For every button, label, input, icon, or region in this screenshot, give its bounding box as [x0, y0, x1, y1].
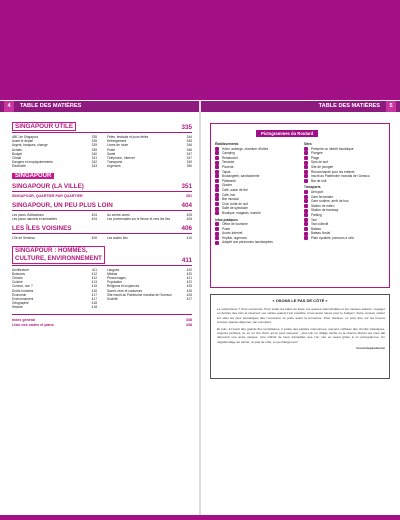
pictogram-icon	[215, 197, 219, 201]
legend-list-etab	[215, 147, 298, 216]
toc-entry-label: Population	[107, 280, 123, 285]
legend-list-transports	[304, 190, 387, 241]
toc-entry-label: Au centre-ouest	[107, 213, 130, 218]
toc-entry-label: Achats	[12, 147, 22, 152]
toc-entry-page: 415	[91, 284, 97, 289]
legend-label: Accès Internet	[222, 231, 243, 236]
toc-entry-page: 335	[91, 139, 97, 144]
loin-right-col	[107, 213, 192, 221]
toc-entry-label: Transports	[107, 160, 123, 165]
toc-entry-label: Boissons	[12, 271, 25, 276]
toc-entry[interactable]	[12, 164, 97, 168]
pictogram-icon	[304, 151, 308, 155]
legend-label: Hôtel, auberge, chambre d’hôtes	[222, 146, 269, 151]
pictogram-icon	[304, 204, 308, 208]
pictogram-icon	[215, 161, 219, 165]
section-title	[12, 246, 105, 264]
bottom-background	[0, 515, 400, 520]
toc-entry[interactable]	[107, 164, 192, 168]
legend-label: Café, bar	[222, 192, 236, 197]
toc-entry-label: Les autres îles	[107, 236, 128, 241]
table-of-contents	[12, 118, 192, 327]
toc-entry-page: 426	[186, 292, 192, 297]
index-label: Liste des cartes et plans	[12, 322, 54, 327]
legend-label: Gare ferroviaire	[311, 194, 334, 199]
toc-entry-page: 417	[91, 292, 97, 297]
osons-paragraph-1: Le surtourisme ? Tous concernés. Pour éviter les bains de foule, les queues interminables et les musées saturés, voyagez en dehors des pics et réservez vos visites quand c’est possible. C’est aussi mieux pour le budget ! Autre conseil, visitez les sites les plus touristiques dès l’ouverture ou juste avant la fermeture. Pour d’autres, ce pour être sur les heures creuses (pause-déjeuner, par exemple).	[217, 307, 385, 325]
legend-col-right	[304, 140, 387, 245]
legend-label: Site de plongée	[311, 164, 334, 169]
legend-label: Station de tramway	[311, 208, 339, 213]
toc-entry-label: Site inscrit au Patrimoine mondial de l’Unesco	[107, 292, 172, 297]
right-page-number: 5	[386, 101, 396, 112]
toc-entry-label: Architecture	[12, 267, 30, 272]
toc-section-utile[interactable]	[12, 122, 192, 133]
legend-label: Bateau	[311, 226, 322, 231]
pictogram-icon	[304, 179, 308, 183]
index-block	[12, 314, 192, 327]
toc-entry-page: 404	[91, 217, 97, 222]
legend-col-left	[215, 140, 298, 245]
legend-label: Piste cyclable, parcours à vélo	[311, 235, 355, 240]
loin-left-col	[12, 213, 97, 221]
sub-page: 351	[186, 193, 192, 198]
toc-entry-page: 422	[186, 280, 192, 285]
legend-label: Station de métro	[311, 203, 335, 208]
toc-entry-label: Personnages	[107, 276, 126, 281]
toc-entry-page: 347	[186, 151, 192, 156]
toc-entry-label: Les parcs naturels et animaliers	[12, 217, 58, 222]
toc-entry-page: 335	[91, 135, 97, 139]
pictogram-icon	[215, 236, 219, 240]
pictogram-icon	[304, 227, 308, 231]
toc-entry-page: 340	[91, 151, 97, 156]
pictogram-icon	[304, 195, 308, 199]
pictogram-icon	[215, 193, 219, 197]
toc-entry-label: Économie	[12, 292, 27, 297]
toc-entry-page: 418	[91, 301, 97, 306]
index-page: 338	[186, 317, 192, 322]
hommes-right-col	[107, 268, 192, 310]
toc-entry-page: 343	[91, 164, 97, 169]
legend-label: Office de tourisme	[222, 222, 248, 227]
toc-entry-page: 341	[91, 156, 97, 161]
iles-right-col	[107, 236, 192, 240]
toc-entry-label: Budget	[12, 151, 23, 156]
toc-entry-label: Fêtes, festivals et jours fériés	[107, 135, 149, 139]
section-page: 411	[181, 257, 192, 265]
toc-entry-label: Urgences	[107, 164, 121, 169]
osons-hashtag: #osonslepasdecote	[356, 346, 385, 351]
toc-entry-label: Santé	[107, 151, 116, 156]
section-title: SINGAPOUR UTILE	[12, 122, 76, 131]
section-title-line-2: CULTURE, ENVIRONNEMENT	[15, 254, 102, 262]
toc-sub-quartier[interactable]	[12, 194, 192, 198]
index-general[interactable]	[12, 318, 192, 322]
legend-label: Terrasse	[222, 160, 235, 165]
toc-entry-label: Savoir-vivre et coutumes	[107, 288, 143, 293]
list-cartes[interactable]	[12, 323, 192, 327]
toc-entry-page: 412	[91, 276, 97, 281]
legend-label: Pâtisserie	[222, 178, 236, 183]
toc-entry-label: Société	[107, 297, 118, 302]
legend-label: Gare routière, arrêt de bus	[311, 199, 349, 204]
toc-entry-label: Droits humains	[12, 288, 34, 293]
toc-entry-label: Poste	[107, 147, 116, 152]
left-page-header	[0, 101, 199, 112]
toc-section-ville[interactable]	[12, 183, 192, 192]
singapour-banner: SINGAPOUR	[12, 173, 54, 179]
toc-entry-label: Argent, banques, change	[12, 143, 48, 148]
pictogram-icon	[304, 213, 308, 217]
toc-entry-label: L’île de Sentosa	[12, 236, 35, 241]
legend-label: Bar musical	[222, 197, 239, 202]
pictogram-icon	[304, 209, 308, 213]
toc-entry-label: Histoire	[12, 305, 23, 310]
toc-entry-label: Géographie	[12, 301, 29, 306]
pictogram-icon	[215, 232, 219, 236]
toc-entry-page: 420	[186, 267, 192, 272]
section-title-line-1: SINGAPOUR : HOMMES,	[15, 246, 88, 254]
legend-label: Café, salon de thé	[222, 187, 248, 192]
section-page: 351	[181, 182, 192, 190]
toc-entry-page: 404	[91, 213, 97, 218]
pictogram-icon	[304, 174, 308, 178]
legend-title: Pictogrammes du Routard	[256, 130, 318, 137]
legend-columns	[215, 140, 387, 245]
legend-label: Hôpital, urgences	[222, 235, 247, 240]
pictogram-icon	[304, 236, 308, 240]
legend-head-etablissements: Établissements	[215, 142, 239, 146]
right-header-title: TABLE DES MATIÈRES	[318, 103, 380, 109]
section-title: LES ÎLES VOISINES	[12, 225, 72, 233]
pictogram-icon	[304, 147, 308, 151]
osons-paragraph-2: Et puis, à l’écart des grands flux touristiques, il existe des pépites méconnues, souvent oubliées des circuits classiques, toujours perdues, là, en un clin d’œil, qu’on peut savourer ; plus loin un village caché ou la chemin discret qui vous fait découvrir une autre époque. Une infinité de lieux tranquilles que l’on met en avant grâce à un pictogramme. Un vagabondage au calme, un pas de côté, et ça change tout !	[217, 326, 385, 344]
pictogram-icon	[215, 179, 219, 183]
toc-entry-page: 349	[186, 160, 192, 165]
pictogram-icon	[215, 184, 219, 188]
toc-entry[interactable]	[107, 236, 192, 240]
legend-item	[304, 236, 387, 241]
legend-head-infos: Infos pratiques	[215, 217, 238, 222]
toc-entry[interactable]	[12, 305, 97, 309]
legend-label: Aéroport	[311, 189, 324, 194]
legend-label: Pizzeria	[222, 164, 234, 169]
toc-entry-label: Hébergement	[107, 139, 127, 144]
legend-item	[215, 211, 298, 216]
book-fold	[199, 100, 201, 515]
iles-left-col	[12, 236, 97, 240]
pictogram-icon	[215, 211, 219, 215]
toc-entry-label: Les parcs d’attractions	[12, 213, 44, 218]
legend-label: Plage	[311, 155, 320, 160]
right-page-header	[201, 101, 400, 112]
section-title: SINGAPOUR, UN PEU PLUS LOIN	[12, 202, 113, 210]
toc-entry-page: 347	[186, 156, 192, 161]
toc-entry-label: Électricité	[12, 164, 26, 169]
toc-entry-page: 418	[91, 305, 97, 310]
toc-entry[interactable]	[12, 217, 97, 221]
toc-entry-label: Téléphone, Internet	[107, 156, 135, 161]
toc-entry-page: 420	[186, 271, 192, 276]
toc-entry-page: 421	[186, 276, 192, 281]
pictogram-icon	[215, 222, 219, 226]
legend-label: Salle de spectacle	[222, 206, 248, 211]
legend-label: Plongée	[311, 151, 323, 156]
legend-label: Bateau fluvial	[311, 231, 331, 236]
sub-title: SINGAPOUR, QUARTIER PAR QUARTIER	[12, 193, 83, 198]
utile-entries	[12, 135, 192, 169]
pictogram-icon	[215, 207, 219, 211]
pictogram-icon	[215, 170, 219, 174]
legend-head-sites: Sites	[304, 142, 312, 146]
pictogram-icon	[215, 241, 219, 245]
toc-entry-label: Climat	[12, 156, 22, 161]
legend-label: Camping	[222, 151, 235, 156]
legend-list-sites	[304, 147, 387, 184]
toc-entry-page: 342	[91, 160, 97, 165]
pictogram-icon	[215, 156, 219, 160]
legend-label: Glacier	[222, 183, 233, 188]
legend-item	[304, 179, 387, 184]
index-page: 338	[186, 322, 192, 327]
iles-entries	[12, 236, 192, 240]
toc-entry-label: Religions et croyances	[107, 284, 140, 289]
toc-entry-page: 412	[91, 271, 97, 276]
toc-entry-page: 427	[186, 297, 192, 302]
section-page: 406	[181, 225, 192, 233]
legend-label: Présente un intérêt touristique	[311, 146, 354, 151]
pictogram-icon	[304, 218, 308, 222]
legend-head-transports: Transports	[304, 185, 321, 190]
pictogram-icon	[215, 165, 219, 169]
pictogram-icon	[215, 188, 219, 192]
legend-label: Adapté aux personnes handicapées	[222, 240, 273, 245]
toc-entry-label: Livres de route	[107, 143, 129, 148]
toc-entry-page: 405	[186, 213, 192, 218]
toc-entry-page: 413	[91, 280, 97, 285]
pictogram-icon	[304, 165, 308, 169]
toc-entry-label: Curieux, non ?	[12, 284, 33, 289]
toc-entry-page: 411	[91, 267, 97, 272]
toc-entry-page: 406	[186, 217, 192, 222]
legend-list-info	[215, 222, 298, 245]
toc-entry-page: 406	[91, 236, 97, 241]
section-title: SINGAPOUR (LA VILLE)	[12, 182, 84, 190]
toc-entry-label: Cuisine	[12, 280, 23, 285]
toc-entry[interactable]	[107, 217, 192, 221]
legend-item	[215, 240, 298, 245]
pictogram-icon	[304, 156, 308, 160]
legend-label: Tapas	[222, 169, 231, 174]
toc-entry-page: 410	[186, 236, 192, 241]
toc-section-hommes[interactable]	[12, 246, 192, 266]
osons-title: « OSONS LE PAS DE CÔTÉ »	[272, 298, 328, 303]
pictogram-icon	[215, 227, 219, 231]
pictogram-icon	[215, 174, 219, 178]
toc-entry-page: 350	[186, 164, 192, 169]
top-background	[0, 0, 400, 100]
legend-label: Poste	[222, 226, 231, 231]
legend-label: Recommandé pour les enfants	[311, 169, 355, 174]
hommes-left-col	[12, 268, 97, 310]
pictogram-icon	[215, 202, 219, 206]
legend-label: Boutique, magasin, marché	[222, 210, 261, 215]
legend-label: Restaurant	[222, 155, 238, 160]
toc-entry-label: Langues	[107, 267, 120, 272]
legend-label: Boulangerie, sandwicherie	[222, 174, 260, 179]
legend-label: Taxi	[311, 217, 317, 222]
toc-entry-label: Les promenades sur le fleuve et vers les îles	[107, 217, 171, 222]
toc-entry-page: 416	[91, 288, 97, 293]
toc-section-loin[interactable]	[12, 202, 192, 211]
toc-entry-label: Avant le départ	[12, 139, 34, 144]
pictogram-icon	[304, 199, 308, 203]
pictogram-icon	[215, 147, 219, 151]
toc-entry-page: 339	[91, 147, 97, 152]
legend-label: Inscrit au Patrimoine mondial de l’Unesco	[311, 174, 370, 179]
toc-entry-label: Dangers et enquiquinements	[12, 160, 53, 165]
left-header-title: TABLE DES MATIÈRES	[20, 103, 82, 109]
section-page: 404	[181, 202, 192, 210]
legend-label: Parking	[311, 212, 322, 217]
toc-entry-page: 345	[186, 139, 192, 144]
legend-label: Taxi collectif	[311, 222, 329, 227]
toc-entry-label: Environnement	[12, 297, 34, 302]
toc-entry-page: 344	[186, 135, 192, 139]
pictogram-icon	[304, 222, 308, 226]
toc-entry-label: Chinois	[12, 276, 23, 281]
utile-left-col	[12, 135, 97, 169]
pictogram-icon	[304, 190, 308, 194]
toc-entry-page: 425	[186, 284, 192, 289]
toc-entry-page: 426	[186, 288, 192, 293]
toc-entry-page: 346	[186, 143, 192, 148]
index-label: Index général	[12, 317, 36, 322]
pictogram-icon	[304, 170, 308, 174]
toc-entry-page: 417	[91, 297, 97, 302]
utile-right-col	[107, 135, 192, 169]
toc-entry-label: ABC de Singapour	[12, 135, 39, 139]
toc-entry-label: Médias	[107, 271, 118, 276]
section-page: 335	[181, 124, 192, 131]
loin-entries	[12, 213, 192, 221]
toc-entry-page: 339	[91, 143, 97, 148]
pictogram-icon	[304, 232, 308, 236]
pictogram-icon	[304, 161, 308, 165]
pictogram-icon	[215, 151, 219, 155]
toc-entry[interactable]	[12, 236, 97, 240]
hommes-entries	[12, 268, 192, 310]
osons-body	[217, 307, 385, 351]
legend-label: Bar de nuit	[311, 178, 327, 183]
legend-label: Spot de surf	[311, 160, 329, 165]
toc-entry[interactable]	[107, 297, 192, 301]
osons-box	[210, 294, 390, 379]
left-page-number: 4	[4, 101, 14, 112]
toc-entry-page: 346	[186, 147, 192, 152]
legend-label: Club, boîte de nuit	[222, 201, 248, 206]
toc-section-iles[interactable]	[12, 225, 192, 234]
